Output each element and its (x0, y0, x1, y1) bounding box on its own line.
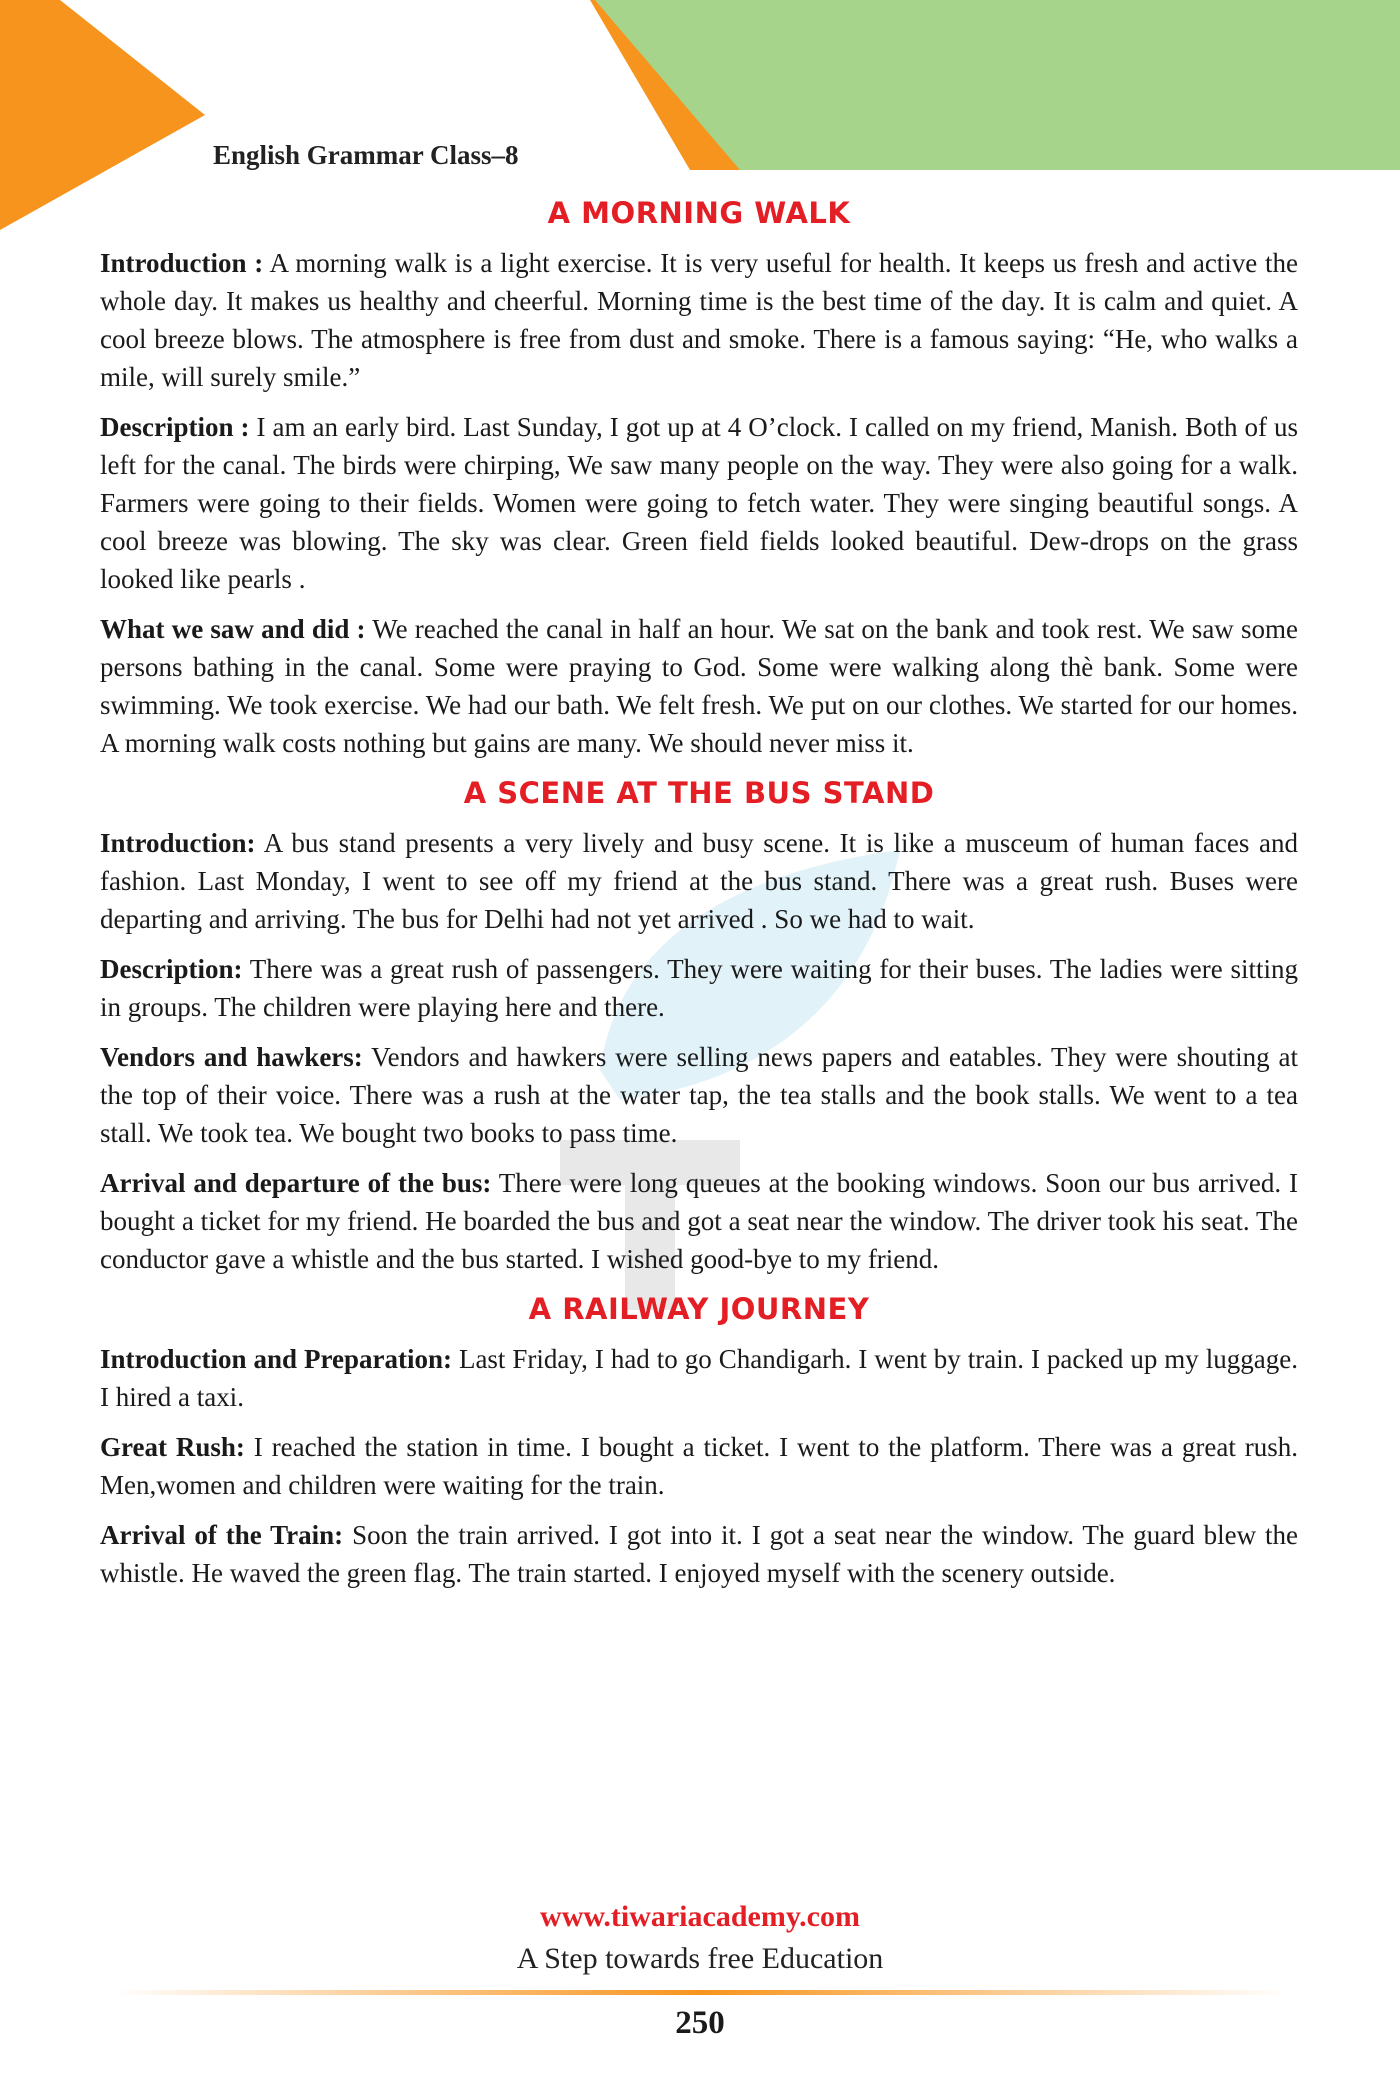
paragraph (100, 1340, 1298, 1416)
paragraph-label: Vendors and hawkers: (100, 1042, 363, 1072)
paragraph-text: Soon the train arrived. I got into it. I got a seat near the window. The guard blew the whistle. He waved the green flag. The train started. I enjoyed myself with the scenery outside. (100, 1520, 1298, 1588)
paragraph-label: Arrival of the Train: (100, 1520, 344, 1550)
paragraph (100, 1428, 1298, 1504)
paragraph-text: Last Friday, I had to go Chandigarh. I went by train. I packed up my luggage. I hired a taxi. (100, 1344, 1298, 1412)
paragraph (100, 1164, 1298, 1278)
section-railway-journey (100, 1292, 1298, 1592)
paragraph-label: Introduction and Preparation: (100, 1344, 452, 1374)
paragraph-label: What we saw and did : (100, 614, 366, 644)
section-bus-stand (100, 776, 1298, 1278)
paragraph-text: There was a great rush of passengers. They were waiting for their buses. The ladies were sitting in groups. The children were playing here and there. (100, 954, 1298, 1022)
paragraph-label: Great Rush: (100, 1432, 245, 1462)
paragraph (100, 1516, 1298, 1592)
paragraph-text: I reached the station in time. I bought a ticket. I went to the platform. There was a great rush. Men,women and children were waiting for the train. (100, 1432, 1298, 1500)
paragraph-label: Description : (100, 412, 250, 442)
paragraph (100, 1038, 1298, 1152)
paragraph-text: There were long queues at the booking windows. Soon our bus arrived. I bought a ticket for my friend. He boarded the bus and got a seat near the window. The driver took his seat. The conductor gave a whistle and the bus started. I wished good-bye to my friend. (100, 1168, 1298, 1274)
footer-divider (112, 1990, 1288, 1995)
paragraph-text: A morning walk is a light exercise. It is very useful for health. It keeps us fresh and active the whole day. It makes us healthy and cheerful. Morning time is the best time of the day. It is calm and quiet. A cool breeze blows. The atmosphere is free from dust and smoke. There is a famous saying: “He, who walks a mile, will surely smile.” (100, 248, 1299, 392)
section-title: A SCENE AT THE BUS STAND (463, 776, 935, 810)
header-title: English Grammar Class–8 (213, 140, 519, 170)
paragraph (100, 824, 1298, 938)
footer-tagline: A Step towards free Education (516, 1942, 884, 1975)
paragraph-label: Introduction: (100, 828, 256, 858)
paragraph-text: I am an early bird. Last Sunday, I got up at 4 O’clock. I called on my friend, Manish. Both of us left for the canal. The birds were chirping, We saw many people on the way. They were also going for a walk. Farmers were going to their fields. Women were going to fetch water. They were singing beautiful songs. A cool breeze was blowing. The sky was clear. Green field fields looked beautiful. Dew-drops on the grass looked like pearls . (100, 412, 1298, 594)
paragraph-label: Description: (100, 954, 243, 984)
section-morning-walk (100, 196, 1298, 762)
main-content (100, 196, 1298, 1606)
page-number: 250 (675, 2005, 725, 2041)
footer-website-link[interactable]: www.tiwariacademy.com (540, 1900, 860, 1933)
paragraph (100, 408, 1298, 598)
paragraph-text: We reached the canal in half an hour. We sat on the bank and took rest. We saw some persons bathing in the canal. Some were praying to God. Some were walking along thè bank. Some were swimming. We took exercise. We had our bath. We felt fresh. We put on our clothes. We started for our homes. A morning walk costs nothing but gains are many. We should never miss it. (100, 614, 1298, 758)
paragraph (100, 244, 1298, 396)
paragraph-label: Arrival and departure of the bus: (100, 1168, 492, 1198)
section-title: A MORNING WALK (547, 196, 851, 230)
paragraph-text: A bus stand presents a very lively and busy scene. It is like a musceum of human faces and fashion. Last Monday, I went to see off my friend at the bus stand. There was a great rush. Buses were departing and arriving. The bus for Delhi had not yet arrived . So we had to wait. (100, 828, 1298, 934)
paragraph (100, 610, 1298, 762)
paragraph-text: Vendors and hawkers were selling news papers and eatables. They were shouting at the top of their voice. There was a rush at the water tap, the tea stalls and the book stalls. We went to a tea stall. We took tea. We bought two books to pass time. (100, 1042, 1299, 1148)
paragraph (100, 950, 1298, 1026)
section-title: A RAILWAY JOURNEY (528, 1292, 870, 1326)
paragraph-label: Introduction : (100, 248, 264, 278)
